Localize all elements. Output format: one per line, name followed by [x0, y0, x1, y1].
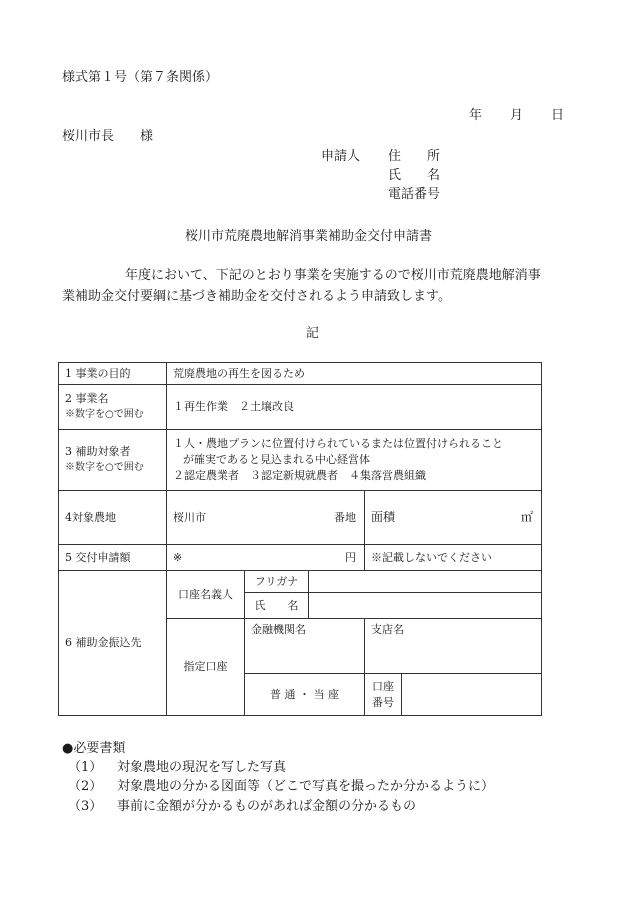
document-title: 桜川市荒廃農地解消事業補助金交付申請書	[185, 229, 433, 244]
account-type[interactable]: 普 通 ・ 当 座	[245, 674, 365, 716]
body-line-1: 年度において、下記のとおり事業を実施するので桜川市荒廃農地解消事	[125, 268, 541, 283]
date-day: 日	[551, 108, 565, 123]
purpose-value: 荒廃農地の再生を図るため	[167, 363, 542, 385]
date-month: 月	[510, 108, 524, 123]
phone-label: 電話番号	[388, 187, 441, 202]
eligible-value	[167, 430, 542, 491]
application-table	[58, 362, 542, 716]
doc-2-num: （2）	[68, 779, 103, 794]
project-name-value: １再生作業 ２土壌改良	[167, 385, 542, 430]
name-label: 氏 名	[388, 168, 441, 183]
project-name-label-1: 2 事業名	[65, 392, 109, 405]
eligible-note: ※数字を○で囲む	[65, 462, 144, 473]
project-name-label	[59, 385, 167, 430]
bank-name-cell[interactable]: 金融機関名	[245, 619, 365, 674]
project-name-note: ※数字を○で囲む	[65, 409, 144, 420]
address-label: 住 所	[388, 149, 441, 164]
applicant-label: 申請人	[321, 149, 361, 164]
account-number-label-2: 番号	[372, 695, 394, 709]
body-line-2: 業補助金交付要綱に基づき補助金を交付されるよう申請致します。	[62, 289, 451, 304]
doc-2-text: 対象農地の分かる図面等（どこで写真を撮ったか分かるように）	[117, 779, 495, 794]
amount-label: 5 交付申請額	[59, 545, 167, 571]
eligible-label-1: 3 補助対象者	[65, 445, 131, 458]
account-number-field[interactable]	[402, 674, 542, 716]
transfer-label: 6 補助金振込先	[59, 571, 167, 716]
doc-3-num: （3）	[68, 799, 103, 814]
branch-name-cell[interactable]: 支店名	[365, 619, 542, 674]
eligible-label	[59, 430, 167, 491]
amount-value	[167, 545, 365, 571]
holder-name-field[interactable]	[309, 593, 542, 619]
amount-mark: ※	[173, 550, 183, 564]
area-label: 面積	[371, 510, 396, 524]
holder-name-label: 氏 名	[245, 593, 309, 619]
target-land-label: 4対象農地	[59, 491, 167, 545]
designated-account-label: 指定口座	[167, 619, 245, 716]
doc-1-num: （1）	[68, 760, 103, 775]
yen-label: 円	[345, 551, 356, 564]
date-year: 年	[469, 108, 483, 123]
amount-note: ※記載しないでください	[365, 545, 542, 571]
holder-label: 口座名義人	[167, 571, 245, 619]
target-land-value	[167, 491, 365, 545]
account-number-label	[365, 674, 402, 716]
area-cell	[365, 491, 542, 545]
banchi-label: 番地	[334, 511, 356, 524]
form-number: 様式第１号（第７条関係）	[62, 70, 219, 85]
furigana-label: フリガナ	[245, 571, 309, 593]
doc-1-text: 対象農地の現況を写した写真	[117, 760, 287, 775]
docs-heading: ●必要書類	[62, 741, 126, 756]
account-number-label-1: 口座	[372, 679, 394, 693]
eligible-line-1: １人・農地プランに位置付けられているまたは位置付けられること	[173, 437, 503, 450]
doc-3-text: 事前に金額が分かるものがあれば金額の分かるもの	[117, 799, 417, 814]
eligible-line-2: が確実であると見込まれる中心経営体	[183, 453, 370, 466]
furigana-field[interactable]	[309, 571, 542, 593]
city-label: 桜川市	[173, 510, 206, 524]
eligible-line-3: ２認定農業者 ３認定新規就農者 ４集落営農組織	[173, 469, 426, 482]
area-unit: ㎡	[521, 510, 534, 524]
addressee: 桜川市長 様	[62, 129, 154, 144]
purpose-label: 1 事業の目的	[59, 363, 167, 385]
ki-label: 記	[306, 326, 320, 341]
